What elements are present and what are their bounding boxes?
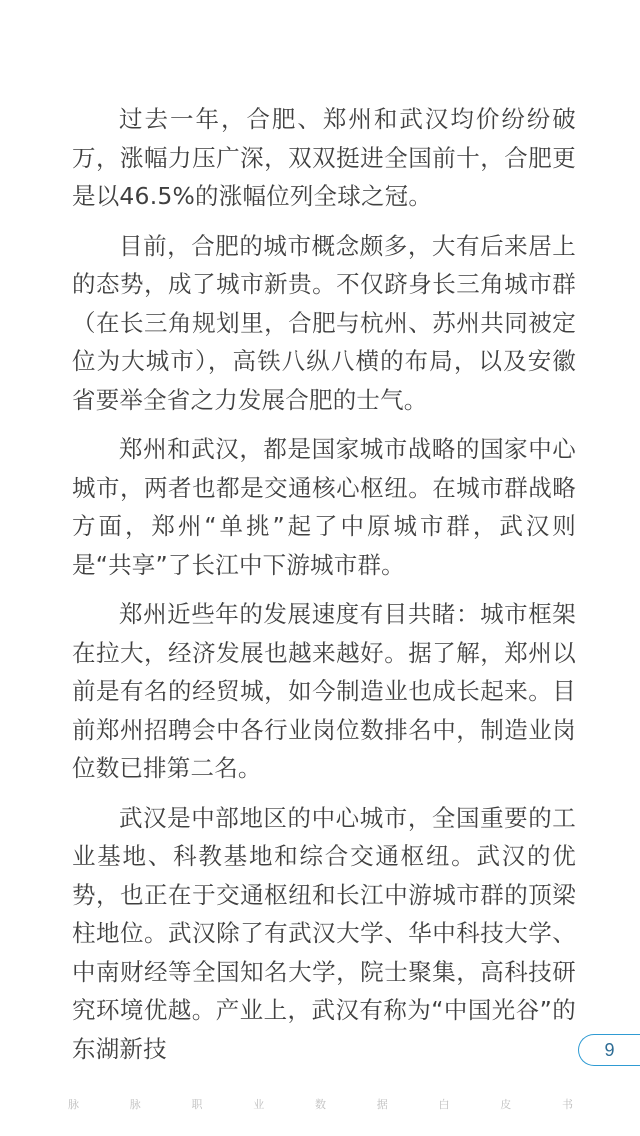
article-body bbox=[72, 100, 576, 1079]
footer-char: 皮 bbox=[500, 1098, 512, 1111]
footer-char: 职 bbox=[191, 1098, 203, 1111]
footer-char: 书 bbox=[562, 1098, 573, 1111]
footer-title bbox=[68, 1096, 573, 1112]
footer-char: 白 bbox=[438, 1098, 450, 1111]
footer-char: 数 bbox=[315, 1098, 326, 1111]
footer-char: 业 bbox=[253, 1098, 265, 1111]
page-number-tab bbox=[578, 1034, 640, 1066]
paragraph-3: 郑州和武汉，都是国家城市战略的国家中心城市，两者也都是交通核心枢纽。在城市群战略方面，郑州“单挑”起了中原城市群，武汉则是“共享”了长江中下游城市群。 bbox=[72, 435, 576, 579]
footer-char: 据 bbox=[376, 1098, 388, 1111]
footer-char: 脉 bbox=[68, 1098, 79, 1111]
paragraph-1: 过去一年，合肥、郑州和武汉均价纷纷破万，涨幅力压广深，双双挺进全国前十，合肥更是以46.5%的涨幅位列全球之冠。 bbox=[72, 105, 576, 210]
paragraph-4: 郑州近些年的发展速度有目共睹：城市框架在拉大，经济发展也越来越好。据了解，郑州以前是有名的经贸城，如今制造业也成长起来。目前郑州招聘会中各行业岗位数排名中，制造业岗位数已排第二名。 bbox=[72, 600, 576, 782]
footer-char: 脉 bbox=[129, 1098, 141, 1111]
paragraph-5: 武汉是中部地区的中心城市，全国重要的工业基地、科教基地和综合交通枢纽。武汉的优势，也正在于交通枢纽和长江中游城市群的顶梁柱地位。武汉除了有武汉大学、华中科技大学、中南财经等全国知名大学，院士聚集，高科技研究环境优越。产业上，武汉有称为“中国光谷”的东湖新技 bbox=[72, 803, 576, 1063]
paragraph-2: 目前，合肥的城市概念颇多，大有后来居上的态势，成了城市新贵。不仅跻身长三角城市群（在长三角规划里，合肥与杭州、苏州共同被定位为大城市），高铁八纵八横的布局，以及安徽省要举全省之力发展合肥的士气。 bbox=[72, 231, 576, 414]
page-number: 9 bbox=[604, 1039, 615, 1060]
